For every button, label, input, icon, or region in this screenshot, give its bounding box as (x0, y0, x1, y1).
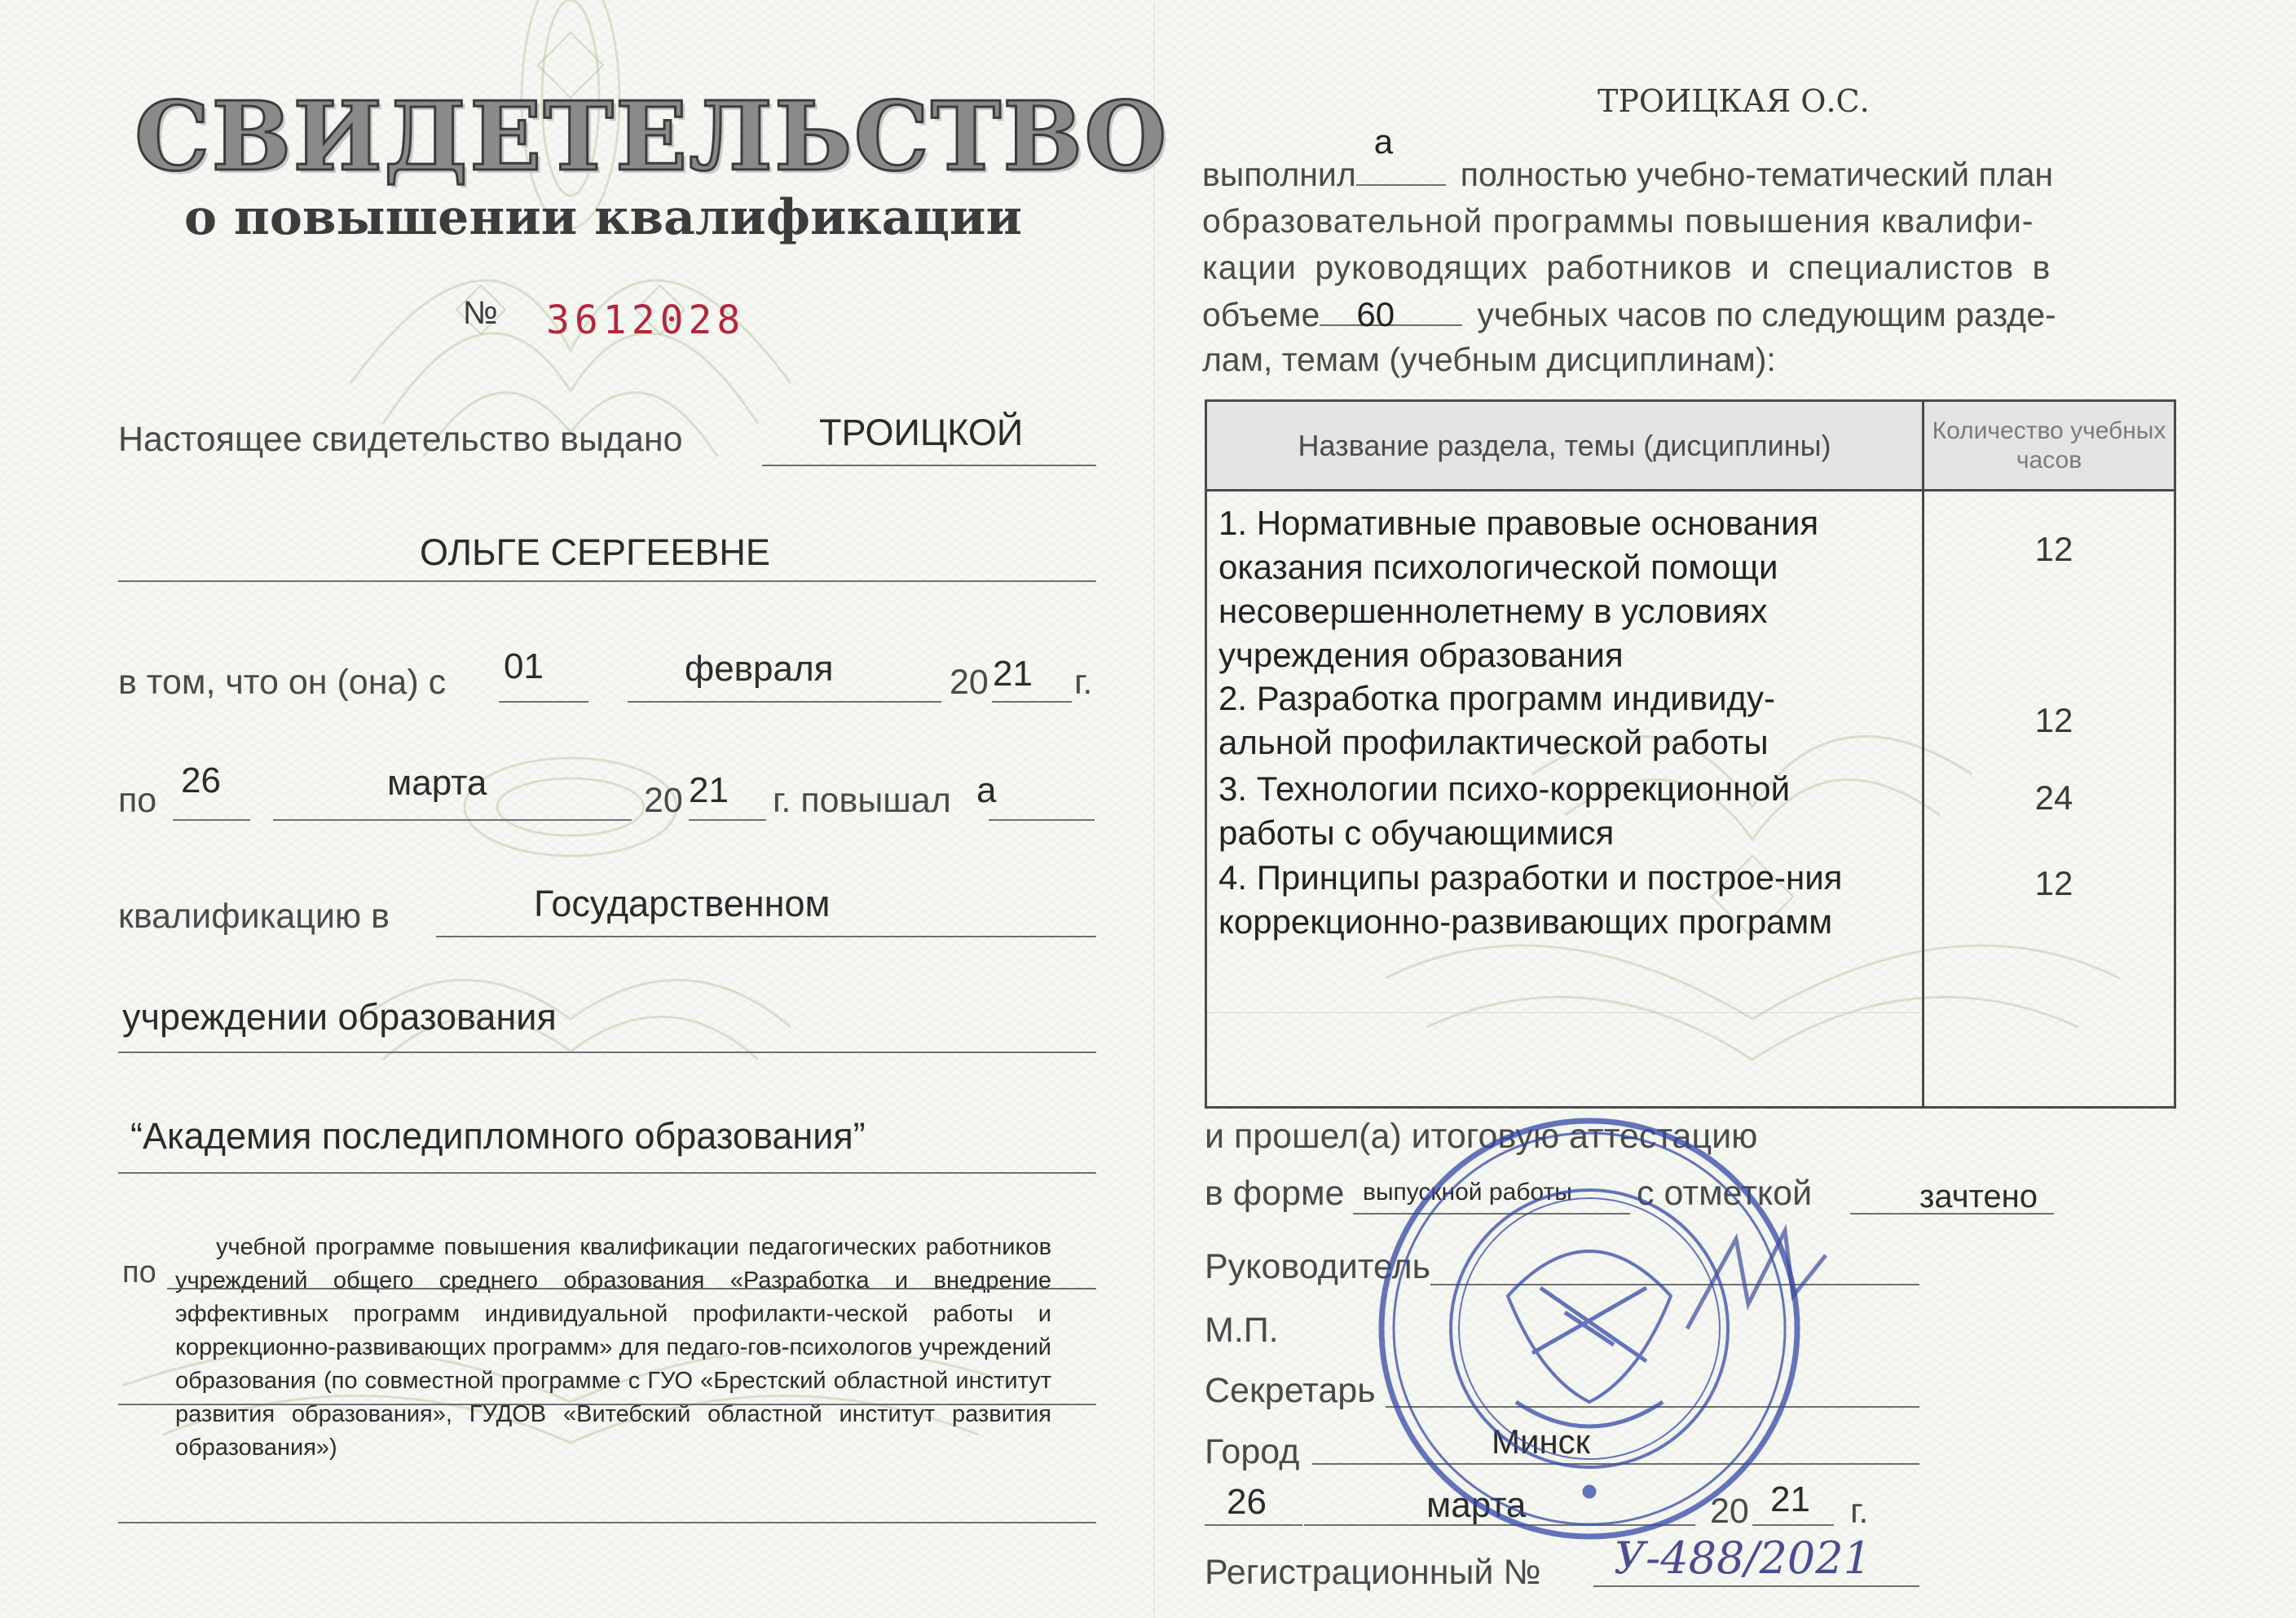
city-value: Минск (1492, 1422, 1591, 1461)
underline (1850, 1213, 2054, 1215)
underline (167, 1288, 1096, 1290)
raised-label: г. повышал (773, 781, 951, 820)
attestation-label: и прошел(а) итоговую аттестацию (1205, 1117, 1758, 1156)
program-line-5: лам, темам (учебным дисциплинам): (1202, 341, 1776, 378)
institution-line-1: Государственном (534, 883, 831, 924)
number-label: № (463, 295, 498, 331)
signature-mark (1671, 1206, 1834, 1353)
column-header-hours: Количество учебных часов (1924, 401, 2175, 491)
underline (436, 936, 1096, 937)
volume-rest: учебных часов по следующим разде- (1477, 296, 2056, 333)
table-row-3-hours: 24 (2034, 778, 2073, 817)
qualification-label: квалификацию в (118, 897, 390, 936)
registration-label: Регистрационный № (1205, 1553, 1541, 1592)
from-day: 01 (504, 646, 544, 686)
completed-suffix: а (1373, 122, 1394, 161)
table-row-3-topic: 3. Технологии психо-коррекционной работы с обучающимися (1219, 769, 1791, 852)
institution-line-2: учреждении образования (122, 996, 557, 1038)
date-suffix: г. (1850, 1492, 1869, 1531)
underline (118, 1172, 1096, 1174)
column-header-topic: Название раздела, темы (дисциплины) (1206, 401, 1924, 491)
underline (273, 819, 632, 821)
table-row-4-topic: 4. Принципы разработки и построе-ния коррекционно-развивающих программ (1219, 858, 1843, 941)
program-label: по (122, 1255, 156, 1290)
volume-label: объеме (1202, 296, 1320, 333)
completed-label: выполнил (1202, 156, 1356, 193)
form-label: в форме (1205, 1174, 1345, 1213)
to-year: 21 (689, 770, 729, 810)
surname-value: ТРОИЦКОЙ (819, 412, 1024, 453)
underline (118, 1404, 1096, 1405)
program-line-3: кации руководящих работников и специалистов в (1202, 249, 2051, 286)
underline (499, 701, 588, 703)
table-row-1-hours: 12 (2034, 530, 2073, 568)
to-month: марта (387, 763, 487, 803)
table-row-2-topic: 2. Разработка программ индивиду-альной профилактической работы (1219, 679, 1776, 761)
certificate-title: СВИДЕТЕЛЬСТВО (134, 82, 1169, 192)
date-month: марта (1426, 1485, 1527, 1525)
from-label: в том, что он (она) с (118, 663, 447, 702)
completed-blank (1356, 122, 1446, 186)
date-year: 21 (1770, 1479, 1810, 1519)
completed-rest: полностью учебно-тематический план (1460, 156, 2054, 193)
underline (628, 701, 941, 703)
from-year: 21 (993, 654, 1033, 694)
seal-label: М.П. (1205, 1311, 1279, 1350)
to-year-prefix: 20 (644, 781, 683, 820)
volume-blank (1320, 295, 1462, 333)
table-row-2-hours: 12 (2034, 701, 2073, 739)
program-line-2: образовательной программы повышения квалифи- (1202, 202, 2034, 240)
to-label: по (118, 781, 157, 820)
certificate-number: 3612028 (546, 298, 746, 343)
underline (762, 465, 1096, 466)
underline (989, 819, 1095, 821)
underline (118, 1051, 1096, 1053)
registration-number: У-488/2021 (1614, 1532, 1871, 1584)
name-value: ОЛЬГЕ СЕРГЕЕВНЕ (420, 531, 770, 573)
underline (1205, 1524, 1302, 1526)
certificate-subtitle: о повышении квалификации (184, 189, 1022, 246)
raised-suffix: а (976, 770, 997, 810)
completed-line (1202, 122, 2180, 194)
city-label: Город (1205, 1432, 1300, 1471)
from-month: февраля (685, 649, 834, 689)
underline (173, 819, 250, 821)
table-row-1-topic: 1. Нормативные правовые основания оказания психологической помощи несовершеннолетнему в условиях учреждения образования (1219, 504, 1819, 674)
underline (118, 1522, 1096, 1523)
institution-line-3: “Академия последипломного образования” (130, 1115, 866, 1157)
underline (689, 819, 766, 821)
director-label: Руководитель (1205, 1247, 1431, 1286)
secretary-label: Секретарь (1205, 1371, 1376, 1410)
date-year-prefix: 20 (1710, 1492, 1749, 1531)
volume-line (1202, 295, 2180, 334)
grade-value: зачтено (1919, 1179, 2038, 1215)
table-row-divider (1207, 1012, 1920, 1013)
underline (992, 701, 1072, 703)
underline (1593, 1585, 1919, 1587)
program-description: учебной программе повышения квалификации педагогических работников учреждений общего среднего образования «Разработка и внедрение эффективных программ индивидуальной профилакти-ческой работы и коррекционно-развивающих программ» для педаго-гов-психологов учреждений образования (по совместной программе с ГУО «Брестский областной институт развития образования», ГУДОВ «Витебский областной институт развития образования») (175, 1234, 1051, 1461)
form-value: выпускной работы (1363, 1179, 1572, 1206)
underline (118, 580, 1096, 582)
year-suffix: г. (1074, 663, 1093, 702)
date-day: 26 (1227, 1482, 1267, 1522)
volume-value: 60 (1356, 295, 1395, 333)
holder-name: ТРОИЦКАЯ О.С. (1598, 83, 1870, 119)
from-year-prefix: 20 (950, 663, 989, 702)
table-row-4-hours: 12 (2034, 864, 2073, 902)
to-day: 26 (181, 761, 221, 800)
issued-label: Настоящее свидетельство выдано (118, 420, 683, 459)
grade-label: с отметкой (1637, 1174, 1813, 1213)
